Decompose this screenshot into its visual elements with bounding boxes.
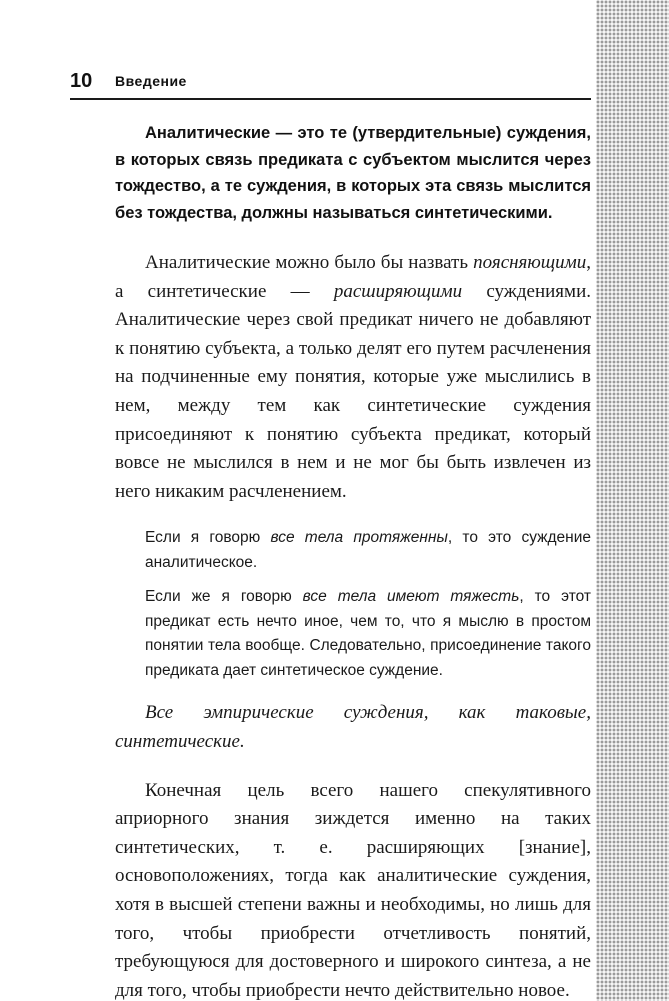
example-analytic-paragraph: Если я говорю все тела протяженны, то это суждение аналитическое.: [145, 529, 592, 571]
example-analytic-phrase: все тела протяженны: [270, 529, 448, 547]
naming-paragraph: Аналитические можно было бы назвать поясняющими, а синтетические — расширяющими суждениями. Аналитические через свой предикат ничего не добавляют к понятию субъекта, а только делят его путем расчленения на подчиненные ему понятия, которые уже мыслились в нем, между тем как синтетические суждения присоединяют к понятию субъекта предикат, который вовсе не мыслился в нем и не мог бы быть извлечен из него никаким расчленением.: [115, 252, 591, 502]
chapter-title: Введение: [115, 73, 187, 89]
empirical-judgments-paragraph: Все эмпирические суждения, как таковые, синтетические.: [115, 702, 591, 752]
bold-definition-paragraph: Аналитические — это те (утвердительные) суждения, в которых связь предиката с субъектом мыслится через тождество, а те суждения, в которых эта связь мыслится без тождества, должны называться синтетическими.: [115, 124, 591, 222]
example-synthetic-paragraph: Если же я говорю все тела имеют тяжесть, то этот предикат есть нечто иное, чем то, что я мыслю в простом понятии тела вообще. Следовательно, присоединение такого предиката дает синтетическое суждение.: [145, 588, 591, 679]
page-number: 10: [70, 70, 93, 92]
page-edge-halftone-stripe: [596, 0, 669, 1001]
example-synthetic-phrase: все тела имеют тяжесть: [302, 588, 520, 606]
final-goal-paragraph: Конечная цель всего нашего спекулятивного априорного знания зиждется именно на таких синтетических, т. е. расширяющих [знание], основоположениях, тогда как аналитические суждения, хотя в высшей степени важны и необходимы, но лишь для того, чтобы приобрести отчетливость понятий, требующуюся для достоверного и широкого синтеза, а не для того, чтобы приобрести нечто действительно новое.: [115, 779, 591, 1001]
main-text: [115, 120, 591, 1001]
term-ampliative: расширяющими: [333, 280, 463, 302]
term-explicative: поясняющими: [473, 252, 587, 273]
running-header: [70, 64, 591, 100]
